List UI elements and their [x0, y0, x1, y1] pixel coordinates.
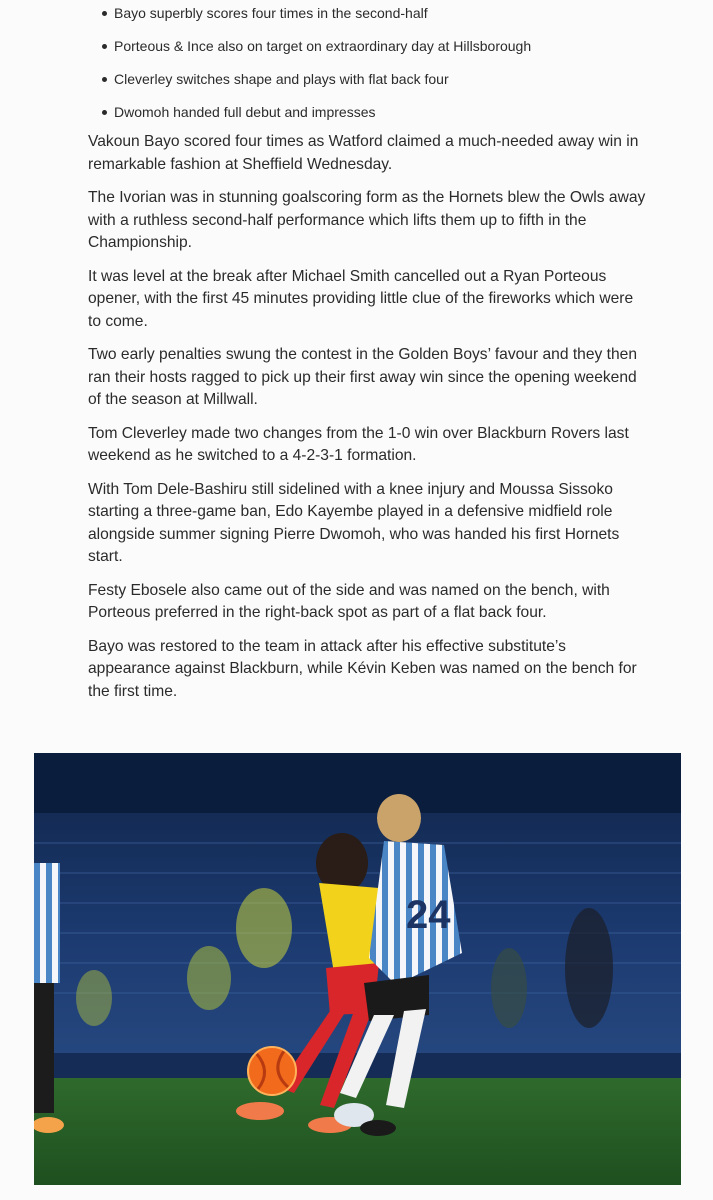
article-paragraph: Bayo was restored to the team in attack after his effective substitute’s appearance against Blackburn, while Kévin Keben was named on the bench for the first time.: [88, 637, 637, 700]
key-point: Bayo superbly scores four times in the second-half: [88, 3, 648, 23]
article-body: [88, 0, 648, 714]
shirt-number: 24: [406, 893, 451, 937]
bullet-icon: [102, 77, 107, 82]
article-paragraph: It was level at the break after Michael Smith cancelled out a Ryan Porteous opener, with the first 45 minutes providing little clue of the fireworks which were to come.: [88, 267, 634, 330]
article-paragraph: Tom Cleverley made two changes from the 1-0 win over Blackburn Rovers last weekend as he switched to a 4-2-3-1 formation.: [88, 424, 629, 464]
bullet-icon: [102, 110, 107, 115]
key-point: Porteous & Ince also on target on extraordinary day at Hillsborough: [88, 36, 648, 56]
key-point: Cleverley switches shape and plays with flat back four: [88, 69, 648, 89]
key-points-list: [88, 3, 648, 122]
key-point: Dwomoh handed full debut and impresses: [88, 102, 648, 122]
article-paragraph: The Ivorian was in stunning goalscoring form as the Hornets blew the Owls away with a ruthless second-half performance which lifts them up to fifth in the Championship.: [88, 189, 646, 251]
match-photo: [34, 753, 681, 1185]
bullet-icon: [102, 11, 107, 16]
bullet-icon: [102, 44, 107, 49]
article-paragraph: Two early penalties swung the contest in the Golden Boys’ favour and they then ran their hosts ragged to pick up their first away win since the opening weekend of the season at Millwall.: [88, 346, 638, 408]
article-paragraph: With Tom Dele-Bashiru still sidelined with a knee injury and Moussa Sissoko starting a three-game ban, Edo Kayembe played in a defensive midfield role alongside summer signing Pierre Dwomoh, who was handed his first Hornets start.: [88, 480, 620, 565]
article-paragraph: Vakoun Bayo scored four times as Watford claimed a much-needed away win in remarkable fashion at Sheffield Wednesday.: [88, 133, 639, 173]
article-paragraph: Festy Ebosele also came out of the side and was named on the bench, with Porteous preferred in the right-back spot as part of a flat back four.: [88, 581, 610, 621]
article-paragraphs: [88, 131, 648, 703]
